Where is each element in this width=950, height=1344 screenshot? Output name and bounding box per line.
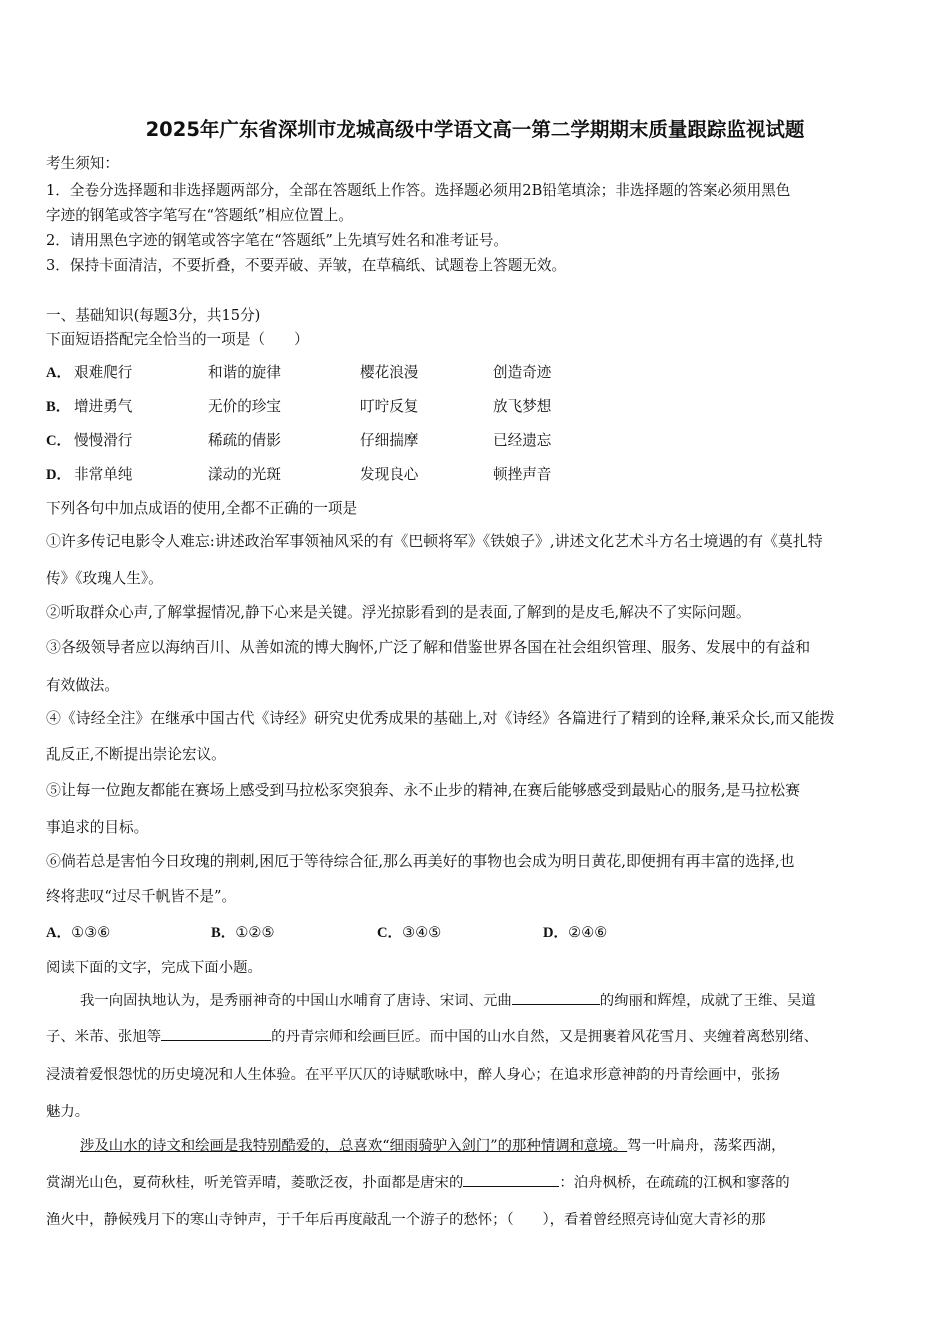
option-d-letter: D． bbox=[46, 467, 72, 483]
option-c-item: 稀疏的倩影 bbox=[208, 432, 281, 449]
option-c-item: 慢慢滑行 bbox=[74, 432, 133, 449]
option-a-item: 创造奇迹 bbox=[493, 364, 552, 381]
question-2-stem: 下列各句中加点成语的使用,全都不正确的一项是 bbox=[46, 500, 358, 517]
notice-item-1: 1．全卷分选择题和非选择题两部分，全部在答题纸上作答。选择题必须用2B铅笔填涂；非选择题的答案必须用黑色 bbox=[46, 182, 791, 199]
fill-blank[interactable] bbox=[512, 992, 600, 1005]
option-c-letter: C． bbox=[46, 433, 72, 449]
sentence-3-cont: 有效做法。 bbox=[46, 677, 119, 694]
fill-blank[interactable] bbox=[161, 1028, 271, 1041]
option-b-letter: B． bbox=[46, 399, 71, 415]
passage-line: 赏湖光山色，夏荷秋桂，听羌管弄晴，菱歌泛夜，扑面都是唐宋的 ：泊舟枫桥，在疏疏的江枫和寥落的 bbox=[46, 1175, 790, 1191]
notice-heading: 考生须知： bbox=[46, 155, 119, 172]
option-b-item: 叮咛反复 bbox=[360, 398, 419, 415]
passage-line: 子、米芾、张旭等 的丹青宗师和绘画巨匠。而中国的山水自然，又是拥裹着风花雪月、夹缠着离愁别绪、 bbox=[46, 1029, 818, 1045]
option-a-item: 和谐的旋律 bbox=[208, 364, 281, 381]
notice-item-3: 3．保持卡面清洁，不要折叠，不要弄破、弄皱，在草稿纸、试题卷上答题无效。 bbox=[46, 257, 567, 274]
option-d: D．②④⑥ bbox=[543, 924, 608, 941]
option-c: C．③④⑤ bbox=[377, 924, 442, 941]
option-a-item: 樱花浪漫 bbox=[360, 364, 419, 381]
passage-line: 涉及山水的诗文和绘画是我特别酷爱的，总喜欢“细雨骑驴入剑门”的那种情调和意境。驾一叶扁舟，荡桨西湖， bbox=[80, 1138, 786, 1154]
question-1-stem: 下面短语搭配完全恰当的一项是（ ） bbox=[46, 331, 309, 348]
option-c-item: 已经遗忘 bbox=[493, 432, 552, 449]
passage-line: 浸渍着爱恨怨忧的历史境况和人生体验。在平平仄仄的诗赋歌咏中，醉人身心；在追求形意神韵的丹青绘画中，张扬 bbox=[46, 1067, 780, 1083]
sentence-6: ⑥倘若总是害怕今日玫瑰的荆刺,困厄于等待综合征,那么再美好的事物也会成为明日黄花,即便拥有再丰富的选择,也 bbox=[46, 852, 795, 870]
sentence-3: ③各级领导者应以海纳百川、从善如流的博大胸怀,广泛了解和借鉴世界各国在社会组织管理、服务、发展中的有益和 bbox=[46, 638, 811, 656]
option-a-item: 艰难爬行 bbox=[74, 364, 133, 381]
underlined-sentence: 涉及山水的诗文和绘画是我特别酷爱的，总喜欢“细雨骑驴入剑门”的那种情调和意境。 bbox=[80, 1138, 628, 1154]
option-b-item: 放飞梦想 bbox=[493, 398, 552, 415]
option-b-item: 无价的珍宝 bbox=[208, 398, 281, 415]
notice-item-2: 2．请用黑色字迹的钢笔或答字笔在“答题纸”上先填写姓名和准考证号。 bbox=[46, 232, 509, 249]
option-d-item: 顿挫声音 bbox=[493, 466, 552, 483]
option-a-letter: A． bbox=[46, 365, 72, 381]
option-b-item: 增进勇气 bbox=[74, 398, 133, 415]
passage-line: 渔火中，静候残月下的寒山寺钟声，于千年后再度敲乱一个游子的愁怀；（ ），看着曾经照亮诗仙宽大青衫的那 bbox=[46, 1212, 766, 1228]
fill-blank[interactable] bbox=[463, 1174, 559, 1187]
sentence-6-cont: 终将悲叹“过尽千帆皆不是”。 bbox=[46, 888, 237, 905]
sentence-1: ①许多传记电影令人难忘:讲述政治军事领袖风采的有《巴顿将军》《铁娘子》,讲述文化艺术斗方名士境遇的有《莫扎特 bbox=[46, 532, 823, 550]
passage-line: 我一向固执地认为，是秀丽神奇的中国山水哺育了唐诗、宋词、元曲 的绚丽和辉煌，成就了王维、吴道 bbox=[80, 993, 816, 1009]
reading-intro: 阅读下面的文字，完成下面小题。 bbox=[46, 960, 262, 976]
passage-line: 魅力。 bbox=[46, 1104, 90, 1120]
option-c-item: 仔细揣摩 bbox=[360, 432, 419, 449]
sentence-5: ⑤让每一位跑友都能在赛场上感受到马拉松豕突狼奔、永不止步的精神,在赛后能够感受到最贴心的服务,是马拉松赛 bbox=[46, 781, 801, 799]
sentence-4: ④《诗经全注》在继承中国古代《诗经》研究史优秀成果的基础上,对《诗经》各篇进行了精到的诠释,兼采众长,而又能拨 bbox=[46, 709, 835, 727]
option-d-item: 非常单纯 bbox=[74, 466, 133, 483]
notice-item-1-cont: 字迹的钢笔或答字笔写在“答题纸”相应位置上。 bbox=[46, 207, 353, 224]
option-a: A．①③⑥ bbox=[46, 924, 111, 941]
option-d-item: 漾动的光斑 bbox=[208, 466, 281, 483]
page-title: 2025年广东省深圳市龙城高级中学语文高一第二学期期末质量跟踪监视试题 bbox=[145, 118, 805, 141]
option-d-item: 发现良心 bbox=[360, 466, 419, 483]
option-b: B．①②⑤ bbox=[211, 924, 275, 941]
section-heading: 一、基础知识(每题3分，共15分) bbox=[46, 307, 261, 324]
sentence-1-cont: 传》《玫瑰人生》。 bbox=[46, 570, 163, 587]
sentence-5-cont: 事追求的目标。 bbox=[46, 819, 149, 836]
sentence-4-cont: 乱反正,不断提出崇论宏议。 bbox=[46, 746, 226, 763]
sentence-2: ②听取群众心声,了解掌握情况,静下心来是关键。浮光掠影看到的是表面,了解到的是皮毛,解决不了实际问题。 bbox=[46, 604, 751, 621]
